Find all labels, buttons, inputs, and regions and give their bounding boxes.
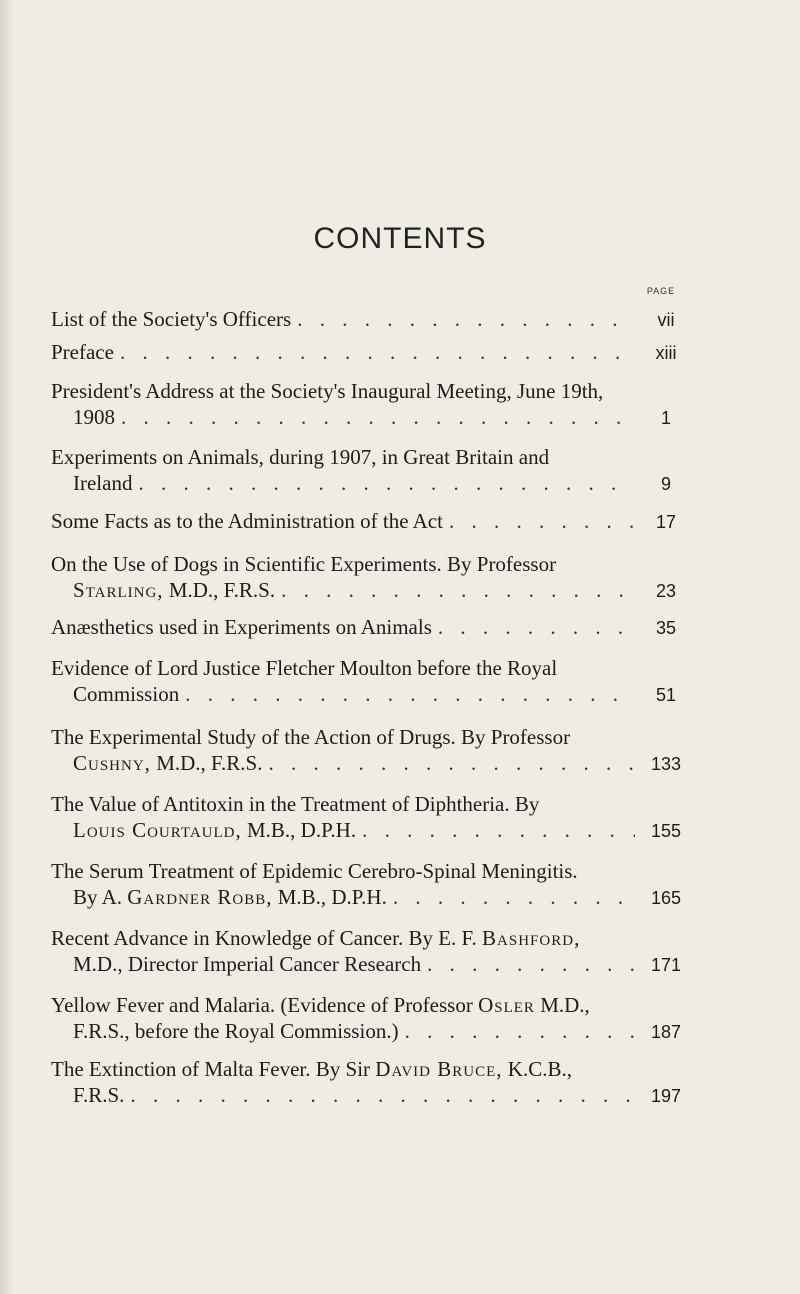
toc-entry-administration[interactable] bbox=[51, 508, 691, 535]
toc-page-number: 133 bbox=[650, 754, 682, 774]
dot-leader bbox=[185, 681, 635, 707]
author-credentials: M.D., F.R.S. bbox=[150, 751, 263, 775]
toc-entry-title: The Value of Antitoxin in the Treatment of Diphtheria. By bbox=[51, 792, 540, 816]
toc-entry-dogs[interactable] bbox=[51, 551, 691, 604]
dot-leader bbox=[138, 470, 635, 496]
dot-leader bbox=[427, 951, 635, 977]
toc-entry-anaesthetics[interactable] bbox=[51, 614, 691, 641]
toc-entry-presidents-address[interactable] bbox=[51, 378, 691, 431]
toc-page-number: vii bbox=[657, 310, 675, 330]
toc-entry-antitoxin[interactable] bbox=[51, 791, 691, 844]
dot-leader bbox=[130, 1082, 635, 1108]
author-name: Starling, bbox=[73, 578, 164, 602]
toc-entry-title: The Experimental Study of the Action of Drugs. By Professor bbox=[51, 725, 571, 749]
toc-page-number: 155 bbox=[650, 821, 682, 841]
author-credentials: M.D., bbox=[534, 993, 590, 1017]
toc-entry-title: The Extinction of Malta Fever. By Sir bbox=[51, 1057, 376, 1081]
toc-page-number: 1 bbox=[660, 408, 671, 428]
toc-entry-title: List of the Society's Officers bbox=[51, 307, 292, 331]
dot-leader bbox=[405, 1018, 635, 1044]
toc-page-number: 187 bbox=[650, 1022, 682, 1042]
dot-leader bbox=[121, 404, 635, 430]
toc-entry-title: President's Address at the Society's Inaugural Meeting, June 19th, bbox=[51, 379, 604, 403]
author-name: David Bruce, bbox=[375, 1057, 503, 1081]
author-name: Cushny, bbox=[73, 751, 151, 775]
author-name: Louis Courtauld, bbox=[73, 818, 242, 842]
toc-entry-title: Experiments on Animals, during 1907, in Great Britain and bbox=[51, 445, 550, 469]
dot-leader bbox=[268, 750, 635, 776]
toc-entry-officers[interactable] bbox=[51, 306, 691, 333]
toc-entry-title-cont: F.R.S. bbox=[73, 1083, 125, 1107]
toc-entry-fletcher-moulton[interactable] bbox=[51, 655, 691, 708]
toc-page-number: 171 bbox=[650, 955, 682, 975]
toc-entry-title-cont: F.R.S., before the Royal Commission.) bbox=[73, 1019, 399, 1043]
toc-page-number: 165 bbox=[650, 888, 682, 908]
toc-entry-title: Recent Advance in Knowledge of Cancer. By E. F. bbox=[51, 926, 483, 950]
author-credentials: M.B., D.P.H. bbox=[272, 885, 387, 909]
toc-entry-title: On the Use of Dogs in Scientific Experiments. By Professor bbox=[51, 552, 557, 576]
toc-page-number: 197 bbox=[650, 1086, 682, 1106]
author-name: Gardner Robb, bbox=[127, 885, 273, 909]
toc-entry-title-cont: M.D., Director Imperial Cancer Research bbox=[73, 952, 422, 976]
toc-entry-title-cont: Ireland bbox=[73, 471, 133, 495]
toc-entry-title-cont: 1908 bbox=[73, 405, 115, 429]
author-credentials: K.C.B., bbox=[502, 1057, 572, 1081]
toc-entry-title: Preface bbox=[51, 340, 114, 364]
dot-leader bbox=[297, 306, 635, 332]
toc-entry-title: Anæsthetics used in Experiments on Animals bbox=[51, 615, 432, 639]
toc-entry-title: The Serum Treatment of Epidemic Cerebro-Spinal Meningitis. bbox=[51, 859, 578, 883]
toc-entry-title-cont: Commission bbox=[73, 682, 180, 706]
author-name: Osler bbox=[478, 993, 535, 1017]
page-column-header: PAGE bbox=[646, 286, 676, 296]
toc-entry-title: Yellow Fever and Malaria. (Evidence of Professor bbox=[51, 993, 479, 1017]
toc-entry-cancer[interactable] bbox=[51, 925, 691, 978]
dot-leader bbox=[281, 577, 635, 603]
toc-entry-title: Some Facts as to the Administration of the Act bbox=[51, 509, 443, 533]
byline-prefix: By A. bbox=[73, 885, 128, 909]
toc-page-number: 51 bbox=[655, 685, 677, 705]
toc-page-number: 35 bbox=[655, 618, 677, 638]
toc-page-number: 9 bbox=[660, 474, 671, 494]
dot-leader bbox=[393, 884, 635, 910]
toc-entry-preface[interactable] bbox=[51, 339, 691, 366]
author-name: Bashford, bbox=[482, 926, 581, 950]
dot-leader bbox=[438, 614, 635, 640]
dot-leader bbox=[120, 339, 635, 365]
page-title: CONTENTS bbox=[313, 222, 487, 255]
toc-entry-meningitis[interactable] bbox=[51, 858, 691, 911]
toc-entry-malta-fever[interactable] bbox=[51, 1056, 691, 1109]
toc-entry-yellow-fever[interactable] bbox=[51, 992, 691, 1045]
toc-entry-experiments-1907[interactable] bbox=[51, 444, 691, 497]
toc-page-number: 17 bbox=[655, 512, 677, 532]
dot-leader bbox=[362, 817, 635, 843]
toc-entry-title: Evidence of Lord Justice Fletcher Moulton before the Royal bbox=[51, 656, 558, 680]
author-credentials: M.B., D.P.H. bbox=[241, 818, 357, 842]
toc-page-number: xiii bbox=[655, 343, 677, 363]
page-gutter-shadow bbox=[0, 0, 14, 1294]
toc-entry-drugs[interactable] bbox=[51, 724, 691, 777]
dot-leader bbox=[449, 508, 635, 534]
author-credentials: M.D., F.R.S. bbox=[163, 578, 276, 602]
toc-page-number: 23 bbox=[655, 581, 677, 601]
